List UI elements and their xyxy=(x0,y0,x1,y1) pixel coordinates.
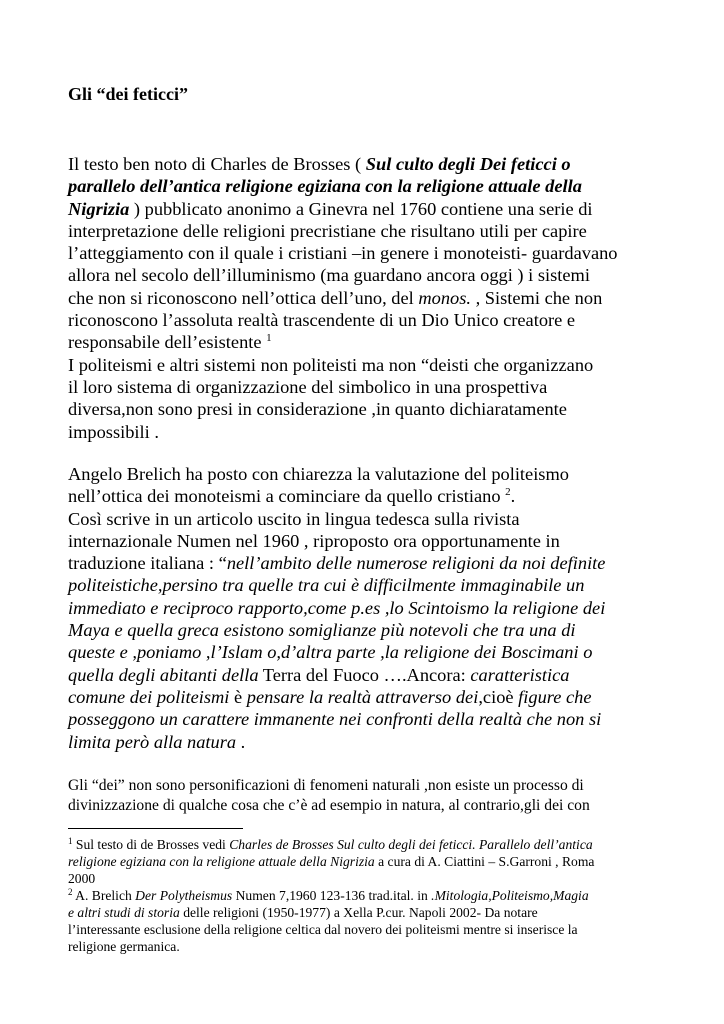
text-line: responsabile dell’esistente $^1$ xyxy=(68,332,272,353)
quotation: posseggono un carattere immanente nei confronti della realtà che non si xyxy=(68,709,602,730)
text-line: allora nel secolo dell’illuminismo (ma guardano ancora oggi ) i sistemi xyxy=(68,265,590,286)
book-title: Sul culto degli Dei feticci o xyxy=(365,154,571,174)
quotation: queste e ,poniamo ,l’Islam o,d’altra parte ,la religione dei Boscimani o xyxy=(68,642,593,663)
text-line: limita però alla natura . xyxy=(68,731,246,752)
quotation: nell’ambito delle numerose religioni da noi definite xyxy=(226,553,606,574)
quotation: Maya e quella greca esistono somiglianze più notevoli che tra una di xyxy=(68,620,576,641)
footnote-ref[interactable]: 1 xyxy=(266,332,272,345)
text-line xyxy=(68,619,668,641)
text-line: Così scrive in un articolo uscito in lingua tedesca sulla rivista xyxy=(68,508,520,529)
text-line: interpretazione delle religioni precristiane che risultano utili per capire xyxy=(68,220,587,241)
footnote-1: $^1$ Sul testo di de Brosses vedi Charles de Brosses Sul culto degli dei feticci. Parallelo dell’antica religione egiziana con la religione attuale della Nigrizia a cura di A. Ciattini – S.Garroni , Roma 2000 xyxy=(68,836,595,886)
footnote-number: 1 xyxy=(68,836,73,846)
text-line: divinizzazione di qualche cosa che c’è ad esempio in natura, al contrario,gli dei con xyxy=(68,797,590,814)
text-line: I politeismi e altri sistemi non politeisti ma non “deisti che organizzano xyxy=(68,354,594,375)
text-line: traduzione italiana : “nell’ambito delle numerose religioni da noi definite xyxy=(68,553,606,574)
text-line: che non si riconoscono nell’ottica dell’uno, del monos. , Sistemi che non xyxy=(68,287,603,308)
text-line: l’atteggiamento con il quale i cristiani –in genere i monoteisti- guardavano xyxy=(68,243,618,264)
text-line xyxy=(68,597,668,619)
quotation: immediato e reciproco rapporto,come p.es ,lo Scintoismo la religione dei xyxy=(68,597,606,618)
document-title xyxy=(68,84,188,105)
footnote-separator xyxy=(68,828,243,829)
paragraph-dei xyxy=(68,776,668,816)
text-line xyxy=(68,175,668,197)
text-line: impossibili . xyxy=(68,421,159,442)
quotation: politeistiche,persino tra quelle tra cui è difficilmente immaginabile un xyxy=(68,575,585,596)
book-title: Nigrizia xyxy=(68,198,130,219)
title-text: dei feticci xyxy=(105,84,179,104)
text-line: comune dei politeismi è pensare la realtà attraverso dei,cioè figure che xyxy=(68,686,592,707)
footnote-ref[interactable]: 2 xyxy=(505,486,511,499)
footnote-number: 2 xyxy=(68,887,73,897)
text-line xyxy=(68,641,668,663)
text-line: nell’ottica dei monoteismi a cominciare da quello cristiano $^2$. xyxy=(68,486,516,507)
text-line: Il testo ben noto di Charles de Brosses ( Sul culto degli Dei feticci o xyxy=(68,154,571,174)
text-line: il loro sistema di organizzazione del simbolico in una prospettiva xyxy=(68,376,548,397)
text-line: riconoscono l’assoluta realtà trascendente di un Dio Unico creatore e xyxy=(68,310,576,331)
text-line: Nigrizia ) pubblicato anonimo a Ginevra nel 1760 contiene una serie di xyxy=(68,198,593,219)
text-line: internazionale Numen nel 1960 , riproposto ora opportunamente in xyxy=(68,530,560,551)
title-quote-open: Gli “ xyxy=(68,84,106,104)
title-quote-close: ” xyxy=(178,84,188,104)
text-line: Gli “dei” non sono personificazioni di fenomeni naturali ,non esiste un processo di xyxy=(68,777,584,794)
text-line: Angelo Brelich ha posto con chiarezza la valutazione del politeismo xyxy=(68,464,569,484)
text-line xyxy=(68,708,668,730)
book-title: parallelo dell’antica religione egiziana con la religione attuale della xyxy=(68,176,582,197)
footnote-2: $^2$ A. Brelich Der Polytheismus Numen 7,1960 123-136 trad.ital. in .Mitologia,Politeismo,Magia e altri studi di storia delle religioni (1950-1977) a Xella P.cur. Napoli 2002- Da notare l’interessante esclusione della religione celtica dal novero dei politeismi mentre si inserisce la religione germanica. xyxy=(68,887,589,954)
text-line xyxy=(68,574,668,596)
paragraph-de-brosses xyxy=(68,153,668,443)
text-line: quella degli abitanti della Terra del Fuoco ….Ancora: caratteristica xyxy=(68,664,570,685)
text-line: diversa,non sono presi in considerazione ,in quanto dichiaratamente xyxy=(68,399,567,420)
paragraph-brelich xyxy=(68,463,668,753)
